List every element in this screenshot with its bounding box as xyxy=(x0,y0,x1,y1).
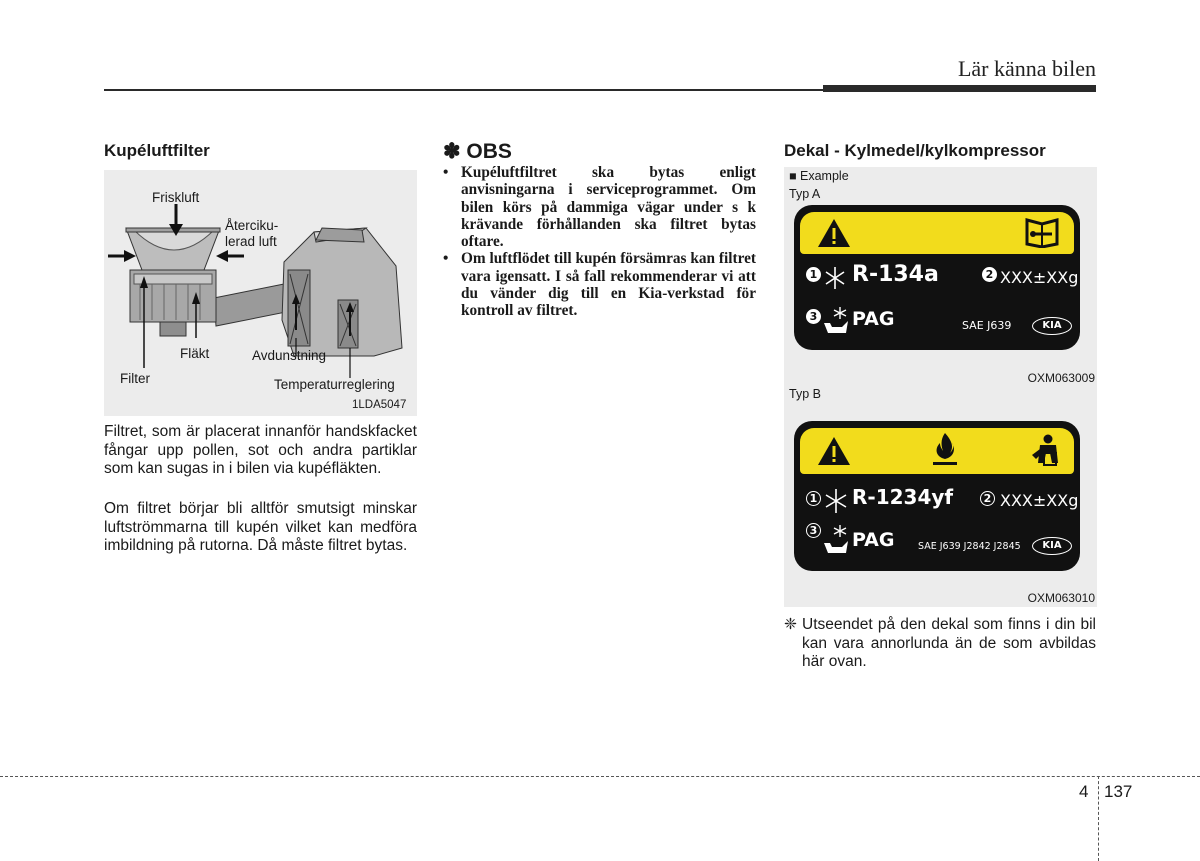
label-fan: Fläkt xyxy=(180,346,210,361)
label-recirc-line2: lerad luft xyxy=(225,234,277,249)
label-temperature-control: Temperaturreglering xyxy=(274,377,395,392)
qualified-technician-icon xyxy=(1030,433,1062,469)
section-heading-cabin-filter: Kupéluftfilter xyxy=(104,141,210,160)
service-manual-icon xyxy=(1024,216,1060,248)
decal-appearance-note: Utseendet på den dekal som finns i din bil kan vara annorlunda än de som avbildas här ovan. xyxy=(802,616,1096,670)
refrigerant-type: R-1234yf xyxy=(852,485,954,509)
callout-number: 1 xyxy=(806,491,821,506)
figure-code: OXM063010 xyxy=(1027,591,1095,605)
note-mark: ❈ xyxy=(784,616,797,633)
kia-logo: KIA xyxy=(1032,317,1072,335)
decal-type-b xyxy=(794,421,1080,571)
decal-figure-type-b xyxy=(784,385,1097,607)
paragraph-filter-replacement: Om filtret börjar bli alltför smutsigt minskar luftströmmarna till kupén vilket kan medföra imbildning på rutorna. Då måste filtret bytas. xyxy=(104,500,417,554)
bullet: • xyxy=(443,250,449,268)
paragraph-filter-function: Filtret, som är placerat innanför handskfacket fångar upp pollen, sot och andra partiklar som kan sugas in i bilen via kupéfläkten. xyxy=(104,423,417,477)
note-title: ✽ OBS xyxy=(443,140,512,163)
example-label: ■ Example xyxy=(789,169,849,183)
oil-can-icon xyxy=(822,305,850,335)
section-heading-decal: Dekal - Kylmedel/kylkompressor xyxy=(784,141,1046,160)
callout-number: 1 xyxy=(806,267,821,282)
label-evaporator: Avdunstning xyxy=(252,348,327,363)
label-filter: Filter xyxy=(120,371,150,386)
note-item-text: Kupéluftfiltret ska bytas enligt anvisningarna i serviceprogrammet. Om bilen körs på dammiga vägar under s k krävande förhållanden ska filtret bytas oftare. xyxy=(461,164,756,251)
sae-standard: SAE J639 xyxy=(962,319,1012,332)
oil-can-icon xyxy=(822,523,850,555)
footer-divider xyxy=(1098,776,1099,861)
sae-standard: SAE J639 J2842 J2845 xyxy=(918,541,1021,552)
callout-number: 3 xyxy=(806,309,821,324)
figure-code: 1LDA5047 xyxy=(352,399,407,411)
note-item-text: Om luftflödet till kupén försämras kan filtret vara igensatt. I så fall rekommenderar vi att du vänder dig till en Kia-verkstad för kontroll av filtret. xyxy=(461,250,756,320)
refrigerant-type: R-134a xyxy=(852,262,939,287)
refrigerant-amount: XXX±XXg xyxy=(1000,491,1079,510)
type-a-label: Typ A xyxy=(789,187,821,201)
note-item xyxy=(443,250,756,319)
figure-code: OXM063009 xyxy=(1027,371,1095,385)
type-b-label: Typ B xyxy=(789,387,821,401)
kia-logo: KIA xyxy=(1032,537,1072,555)
decal-type-a xyxy=(794,205,1080,350)
label-recirc-line1: Återciku- xyxy=(225,218,279,233)
flammable-icon xyxy=(930,431,960,469)
header-rule-accent xyxy=(823,85,1096,92)
compressor-oil: PAG xyxy=(852,529,895,551)
footer-rule xyxy=(0,776,1200,777)
decal-figure-type-a xyxy=(784,167,1097,385)
callout-number: 2 xyxy=(982,267,997,282)
snowflake-icon xyxy=(824,487,848,515)
warning-triangle-icon xyxy=(816,435,852,467)
chapter-number: 4 xyxy=(1079,782,1089,801)
bullet: • xyxy=(443,164,449,181)
warning-triangle-icon xyxy=(816,217,852,249)
note-list xyxy=(443,164,756,320)
page-number: 137 xyxy=(1104,782,1133,801)
callout-number: 3 xyxy=(806,523,821,538)
running-header: Lär känna bilen xyxy=(957,56,1096,81)
snowflake-icon xyxy=(824,265,846,291)
note-item xyxy=(443,164,756,250)
refrigerant-amount: XXX±XXg xyxy=(1000,268,1079,287)
label-fresh-air: Friskluft xyxy=(152,190,200,205)
callout-number: 2 xyxy=(980,491,995,506)
cabin-air-filter-figure xyxy=(104,170,417,416)
compressor-oil: PAG xyxy=(852,308,895,330)
